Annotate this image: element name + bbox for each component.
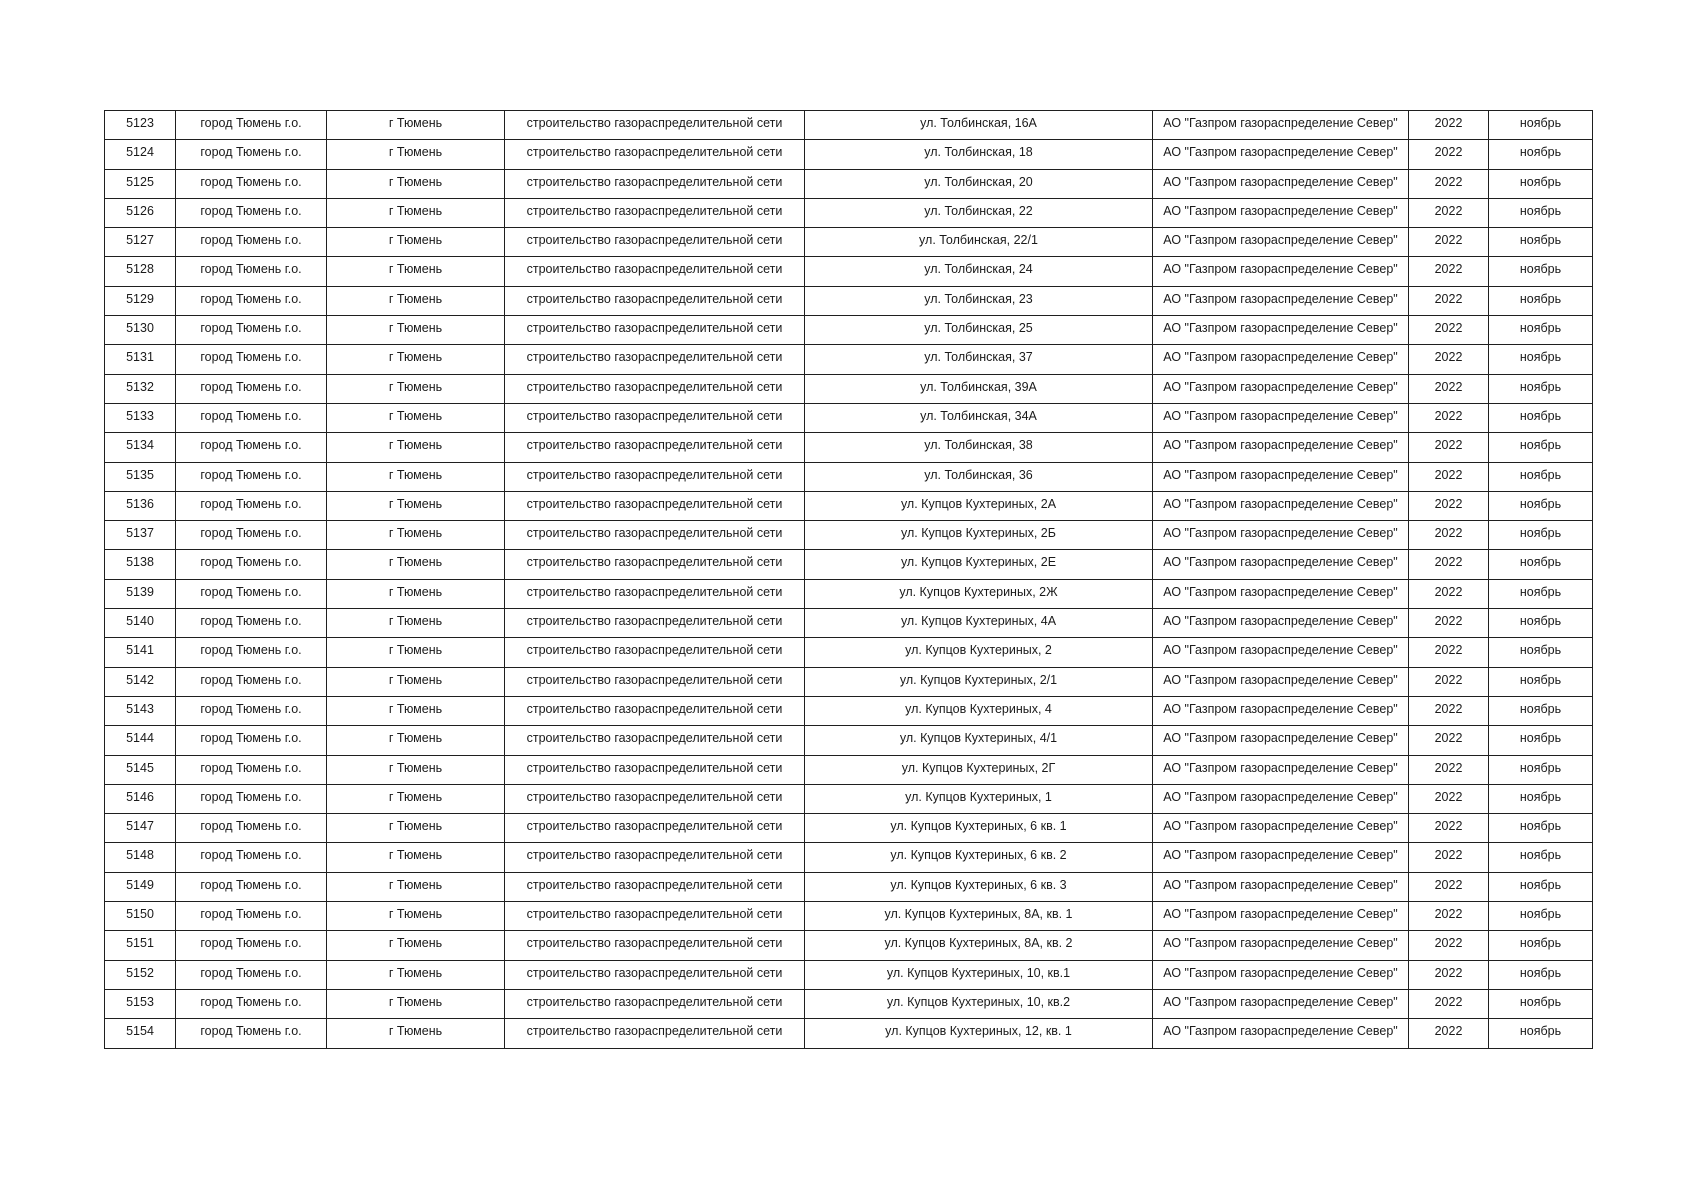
organization-cell: АО "Газпром газораспределение Север" [1153, 814, 1409, 843]
district-cell: город Тюмень г.о. [176, 169, 327, 198]
work-type-cell: строительство газораспределительной сети [505, 403, 805, 432]
table-row [105, 843, 1593, 872]
month-cell: ноябрь [1489, 989, 1593, 1018]
year-cell: 2022 [1409, 111, 1489, 140]
address-cell: ул. Купцов Кухтериных, 2 [805, 638, 1153, 667]
month-cell: ноябрь [1489, 696, 1593, 725]
locality-cell: г Тюмень [327, 111, 505, 140]
month-cell: ноябрь [1489, 169, 1593, 198]
locality-cell: г Тюмень [327, 814, 505, 843]
address-cell: ул. Купцов Кухтериных, 4/1 [805, 726, 1153, 755]
organization-cell: АО "Газпром газораспределение Север" [1153, 403, 1409, 432]
address-cell: ул. Купцов Кухтериных, 8А, кв. 2 [805, 931, 1153, 960]
work-type-cell: строительство газораспределительной сети [505, 521, 805, 550]
address-cell: ул. Купцов Кухтериных, 2/1 [805, 667, 1153, 696]
row-number-cell: 5149 [105, 872, 176, 901]
year-cell: 2022 [1409, 931, 1489, 960]
work-type-cell: строительство газораспределительной сети [505, 257, 805, 286]
month-cell: ноябрь [1489, 462, 1593, 491]
month-cell: ноябрь [1489, 638, 1593, 667]
work-type-cell: строительство газораспределительной сети [505, 345, 805, 374]
locality-cell: г Тюмень [327, 784, 505, 813]
table-row [105, 550, 1593, 579]
organization-cell: АО "Газпром газораспределение Север" [1153, 609, 1409, 638]
district-cell: город Тюмень г.о. [176, 521, 327, 550]
district-cell: город Тюмень г.о. [176, 960, 327, 989]
organization-cell: АО "Газпром газораспределение Север" [1153, 374, 1409, 403]
year-cell: 2022 [1409, 433, 1489, 462]
table-row [105, 579, 1593, 608]
month-cell: ноябрь [1489, 198, 1593, 227]
locality-cell: г Тюмень [327, 345, 505, 374]
year-cell: 2022 [1409, 521, 1489, 550]
organization-cell: АО "Газпром газораспределение Север" [1153, 755, 1409, 784]
month-cell: ноябрь [1489, 579, 1593, 608]
table-row [105, 433, 1593, 462]
organization-cell: АО "Газпром газораспределение Север" [1153, 667, 1409, 696]
district-cell: город Тюмень г.о. [176, 1019, 327, 1048]
district-cell: город Тюмень г.о. [176, 550, 327, 579]
district-cell: город Тюмень г.о. [176, 579, 327, 608]
month-cell: ноябрь [1489, 1019, 1593, 1048]
month-cell: ноябрь [1489, 609, 1593, 638]
locality-cell: г Тюмень [327, 931, 505, 960]
month-cell: ноябрь [1489, 902, 1593, 931]
organization-cell: АО "Газпром газораспределение Север" [1153, 638, 1409, 667]
table-row [105, 403, 1593, 432]
address-cell: ул. Толбинская, 20 [805, 169, 1153, 198]
district-cell: город Тюмень г.о. [176, 667, 327, 696]
work-type-cell: строительство газораспределительной сети [505, 902, 805, 931]
row-number-cell: 5137 [105, 521, 176, 550]
address-cell: ул. Купцов Кухтериных, 10, кв.2 [805, 989, 1153, 1018]
work-type-cell: строительство газораспределительной сети [505, 433, 805, 462]
locality-cell: г Тюмень [327, 198, 505, 227]
organization-cell: АО "Газпром газораспределение Север" [1153, 960, 1409, 989]
table-row [105, 345, 1593, 374]
locality-cell: г Тюмень [327, 960, 505, 989]
organization-cell: АО "Газпром газораспределение Север" [1153, 696, 1409, 725]
locality-cell: г Тюмень [327, 140, 505, 169]
month-cell: ноябрь [1489, 872, 1593, 901]
row-number-cell: 5130 [105, 316, 176, 345]
organization-cell: АО "Газпром газораспределение Север" [1153, 1019, 1409, 1048]
row-number-cell: 5131 [105, 345, 176, 374]
year-cell: 2022 [1409, 667, 1489, 696]
organization-cell: АО "Газпром газораспределение Север" [1153, 843, 1409, 872]
organization-cell: АО "Газпром газораспределение Север" [1153, 169, 1409, 198]
organization-cell: АО "Газпром газораспределение Север" [1153, 491, 1409, 520]
table-row [105, 491, 1593, 520]
district-cell: город Тюмень г.о. [176, 814, 327, 843]
district-cell: город Тюмень г.о. [176, 755, 327, 784]
year-cell: 2022 [1409, 1019, 1489, 1048]
work-type-cell: строительство газораспределительной сети [505, 550, 805, 579]
address-cell: ул. Толбинская, 18 [805, 140, 1153, 169]
month-cell: ноябрь [1489, 726, 1593, 755]
month-cell: ноябрь [1489, 286, 1593, 315]
table-row [105, 931, 1593, 960]
organization-cell: АО "Газпром газораспределение Север" [1153, 872, 1409, 901]
address-cell: ул. Купцов Кухтериных, 2Е [805, 550, 1153, 579]
table-row [105, 286, 1593, 315]
work-type-cell: строительство газораспределительной сети [505, 316, 805, 345]
year-cell: 2022 [1409, 902, 1489, 931]
row-number-cell: 5134 [105, 433, 176, 462]
table-row [105, 521, 1593, 550]
organization-cell: АО "Газпром газораспределение Север" [1153, 462, 1409, 491]
month-cell: ноябрь [1489, 550, 1593, 579]
month-cell: ноябрь [1489, 374, 1593, 403]
locality-cell: г Тюмень [327, 579, 505, 608]
month-cell: ноябрь [1489, 667, 1593, 696]
table-row [105, 140, 1593, 169]
year-cell: 2022 [1409, 462, 1489, 491]
row-number-cell: 5146 [105, 784, 176, 813]
work-type-cell: строительство газораспределительной сети [505, 931, 805, 960]
table-row [105, 228, 1593, 257]
address-cell: ул. Толбинская, 23 [805, 286, 1153, 315]
address-cell: ул. Толбинская, 36 [805, 462, 1153, 491]
work-type-cell: строительство газораспределительной сети [505, 228, 805, 257]
year-cell: 2022 [1409, 784, 1489, 813]
year-cell: 2022 [1409, 228, 1489, 257]
year-cell: 2022 [1409, 872, 1489, 901]
work-type-cell: строительство газораспределительной сети [505, 111, 805, 140]
row-number-cell: 5153 [105, 989, 176, 1018]
address-cell: ул. Купцов Кухтериных, 1 [805, 784, 1153, 813]
row-number-cell: 5126 [105, 198, 176, 227]
row-number-cell: 5142 [105, 667, 176, 696]
district-cell: город Тюмень г.о. [176, 228, 327, 257]
year-cell: 2022 [1409, 198, 1489, 227]
locality-cell: г Тюмень [327, 228, 505, 257]
locality-cell: г Тюмень [327, 726, 505, 755]
work-type-cell: строительство газораспределительной сети [505, 579, 805, 608]
organization-cell: АО "Газпром газораспределение Север" [1153, 902, 1409, 931]
district-cell: город Тюмень г.о. [176, 609, 327, 638]
locality-cell: г Тюмень [327, 316, 505, 345]
year-cell: 2022 [1409, 374, 1489, 403]
locality-cell: г Тюмень [327, 609, 505, 638]
month-cell: ноябрь [1489, 316, 1593, 345]
row-number-cell: 5133 [105, 403, 176, 432]
year-cell: 2022 [1409, 257, 1489, 286]
organization-cell: АО "Газпром газораспределение Север" [1153, 316, 1409, 345]
year-cell: 2022 [1409, 491, 1489, 520]
district-cell: город Тюмень г.о. [176, 902, 327, 931]
row-number-cell: 5140 [105, 609, 176, 638]
address-cell: ул. Купцов Кухтериных, 6 кв. 3 [805, 872, 1153, 901]
work-type-cell: строительство газораспределительной сети [505, 726, 805, 755]
address-cell: ул. Толбинская, 25 [805, 316, 1153, 345]
locality-cell: г Тюмень [327, 169, 505, 198]
work-type-cell: строительство газораспределительной сети [505, 755, 805, 784]
work-type-cell: строительство газораспределительной сети [505, 667, 805, 696]
address-cell: ул. Купцов Кухтериных, 2Б [805, 521, 1153, 550]
table-row [105, 462, 1593, 491]
gas-network-table [104, 110, 1593, 1049]
organization-cell: АО "Газпром газораспределение Север" [1153, 550, 1409, 579]
work-type-cell: строительство газораспределительной сети [505, 843, 805, 872]
row-number-cell: 5141 [105, 638, 176, 667]
district-cell: город Тюмень г.о. [176, 989, 327, 1018]
work-type-cell: строительство газораспределительной сети [505, 960, 805, 989]
table-row [105, 784, 1593, 813]
locality-cell: г Тюмень [327, 989, 505, 1018]
work-type-cell: строительство газораспределительной сети [505, 814, 805, 843]
work-type-cell: строительство газораспределительной сети [505, 784, 805, 813]
address-cell: ул. Толбинская, 22/1 [805, 228, 1153, 257]
row-number-cell: 5139 [105, 579, 176, 608]
organization-cell: АО "Газпром газораспределение Север" [1153, 198, 1409, 227]
work-type-cell: строительство газораспределительной сети [505, 462, 805, 491]
year-cell: 2022 [1409, 960, 1489, 989]
address-cell: ул. Толбинская, 38 [805, 433, 1153, 462]
organization-cell: АО "Газпром газораспределение Север" [1153, 228, 1409, 257]
locality-cell: г Тюмень [327, 1019, 505, 1048]
table-row [105, 638, 1593, 667]
month-cell: ноябрь [1489, 140, 1593, 169]
locality-cell: г Тюмень [327, 257, 505, 286]
year-cell: 2022 [1409, 989, 1489, 1018]
locality-cell: г Тюмень [327, 638, 505, 667]
month-cell: ноябрь [1489, 228, 1593, 257]
locality-cell: г Тюмень [327, 521, 505, 550]
table-row [105, 726, 1593, 755]
work-type-cell: строительство газораспределительной сети [505, 169, 805, 198]
locality-cell: г Тюмень [327, 374, 505, 403]
locality-cell: г Тюмень [327, 462, 505, 491]
row-number-cell: 5150 [105, 902, 176, 931]
locality-cell: г Тюмень [327, 403, 505, 432]
table-row [105, 814, 1593, 843]
year-cell: 2022 [1409, 579, 1489, 608]
work-type-cell: строительство газораспределительной сети [505, 989, 805, 1018]
table-row [105, 316, 1593, 345]
work-type-cell: строительство газораспределительной сети [505, 872, 805, 901]
district-cell: город Тюмень г.о. [176, 433, 327, 462]
locality-cell: г Тюмень [327, 902, 505, 931]
row-number-cell: 5129 [105, 286, 176, 315]
table-row [105, 1019, 1593, 1048]
district-cell: город Тюмень г.о. [176, 257, 327, 286]
year-cell: 2022 [1409, 814, 1489, 843]
locality-cell: г Тюмень [327, 755, 505, 784]
organization-cell: АО "Газпром газораспределение Север" [1153, 989, 1409, 1018]
locality-cell: г Тюмень [327, 286, 505, 315]
row-number-cell: 5143 [105, 696, 176, 725]
address-cell: ул. Купцов Кухтериных, 6 кв. 1 [805, 814, 1153, 843]
work-type-cell: строительство газораспределительной сети [505, 609, 805, 638]
year-cell: 2022 [1409, 726, 1489, 755]
row-number-cell: 5151 [105, 931, 176, 960]
table-row [105, 872, 1593, 901]
table-row [105, 198, 1593, 227]
month-cell: ноябрь [1489, 931, 1593, 960]
locality-cell: г Тюмень [327, 550, 505, 579]
district-cell: город Тюмень г.о. [176, 843, 327, 872]
month-cell: ноябрь [1489, 755, 1593, 784]
table-row [105, 755, 1593, 784]
locality-cell: г Тюмень [327, 667, 505, 696]
address-cell: ул. Толбинская, 16А [805, 111, 1153, 140]
address-cell: ул. Купцов Кухтериных, 2Ж [805, 579, 1153, 608]
address-cell: ул. Купцов Кухтериных, 10, кв.1 [805, 960, 1153, 989]
work-type-cell: строительство газораспределительной сети [505, 140, 805, 169]
month-cell: ноябрь [1489, 491, 1593, 520]
year-cell: 2022 [1409, 140, 1489, 169]
district-cell: город Тюмень г.о. [176, 638, 327, 667]
organization-cell: АО "Газпром газораспределение Север" [1153, 521, 1409, 550]
table-row [105, 989, 1593, 1018]
work-type-cell: строительство газораспределительной сети [505, 491, 805, 520]
row-number-cell: 5154 [105, 1019, 176, 1048]
district-cell: город Тюмень г.о. [176, 403, 327, 432]
table-row [105, 667, 1593, 696]
month-cell: ноябрь [1489, 521, 1593, 550]
row-number-cell: 5144 [105, 726, 176, 755]
work-type-cell: строительство газораспределительной сети [505, 638, 805, 667]
year-cell: 2022 [1409, 286, 1489, 315]
district-cell: город Тюмень г.о. [176, 696, 327, 725]
district-cell: город Тюмень г.о. [176, 784, 327, 813]
table-row [105, 960, 1593, 989]
row-number-cell: 5152 [105, 960, 176, 989]
row-number-cell: 5123 [105, 111, 176, 140]
district-cell: город Тюмень г.о. [176, 726, 327, 755]
table-row [105, 257, 1593, 286]
year-cell: 2022 [1409, 609, 1489, 638]
address-cell: ул. Купцов Кухтериных, 2Г [805, 755, 1153, 784]
year-cell: 2022 [1409, 550, 1489, 579]
address-cell: ул. Толбинская, 37 [805, 345, 1153, 374]
organization-cell: АО "Газпром газораспределение Север" [1153, 433, 1409, 462]
address-cell: ул. Купцов Кухтериных, 6 кв. 2 [805, 843, 1153, 872]
month-cell: ноябрь [1489, 784, 1593, 813]
organization-cell: АО "Газпром газораспределение Север" [1153, 345, 1409, 374]
locality-cell: г Тюмень [327, 696, 505, 725]
table-body [105, 111, 1593, 1049]
month-cell: ноябрь [1489, 403, 1593, 432]
district-cell: город Тюмень г.о. [176, 316, 327, 345]
table-row [105, 374, 1593, 403]
locality-cell: г Тюмень [327, 433, 505, 462]
table-row [105, 111, 1593, 140]
work-type-cell: строительство газораспределительной сети [505, 696, 805, 725]
month-cell: ноябрь [1489, 433, 1593, 462]
table-row [105, 696, 1593, 725]
row-number-cell: 5136 [105, 491, 176, 520]
month-cell: ноябрь [1489, 257, 1593, 286]
locality-cell: г Тюмень [327, 491, 505, 520]
district-cell: город Тюмень г.о. [176, 462, 327, 491]
address-cell: ул. Толбинская, 24 [805, 257, 1153, 286]
address-cell: ул. Толбинская, 22 [805, 198, 1153, 227]
year-cell: 2022 [1409, 169, 1489, 198]
month-cell: ноябрь [1489, 960, 1593, 989]
row-number-cell: 5127 [105, 228, 176, 257]
month-cell: ноябрь [1489, 843, 1593, 872]
address-cell: ул. Купцов Кухтериных, 8А, кв. 1 [805, 902, 1153, 931]
organization-cell: АО "Газпром газораспределение Север" [1153, 111, 1409, 140]
address-cell: ул. Купцов Кухтериных, 4А [805, 609, 1153, 638]
work-type-cell: строительство газораспределительной сети [505, 1019, 805, 1048]
month-cell: ноябрь [1489, 111, 1593, 140]
year-cell: 2022 [1409, 843, 1489, 872]
year-cell: 2022 [1409, 638, 1489, 667]
address-cell: ул. Толбинская, 39А [805, 374, 1153, 403]
month-cell: ноябрь [1489, 814, 1593, 843]
table-row [105, 609, 1593, 638]
address-cell: ул. Толбинская, 34А [805, 403, 1153, 432]
district-cell: город Тюмень г.о. [176, 374, 327, 403]
district-cell: город Тюмень г.о. [176, 198, 327, 227]
month-cell: ноябрь [1489, 345, 1593, 374]
row-number-cell: 5125 [105, 169, 176, 198]
organization-cell: АО "Газпром газораспределение Север" [1153, 784, 1409, 813]
organization-cell: АО "Газпром газораспределение Север" [1153, 726, 1409, 755]
district-cell: город Тюмень г.о. [176, 872, 327, 901]
address-cell: ул. Купцов Кухтериных, 4 [805, 696, 1153, 725]
work-type-cell: строительство газораспределительной сети [505, 374, 805, 403]
district-cell: город Тюмень г.о. [176, 286, 327, 315]
year-cell: 2022 [1409, 345, 1489, 374]
row-number-cell: 5128 [105, 257, 176, 286]
table-row [105, 902, 1593, 931]
organization-cell: АО "Газпром газораспределение Север" [1153, 931, 1409, 960]
organization-cell: АО "Газпром газораспределение Север" [1153, 579, 1409, 608]
organization-cell: АО "Газпром газораспределение Север" [1153, 257, 1409, 286]
row-number-cell: 5138 [105, 550, 176, 579]
row-number-cell: 5132 [105, 374, 176, 403]
address-cell: ул. Купцов Кухтериных, 12, кв. 1 [805, 1019, 1153, 1048]
organization-cell: АО "Газпром газораспределение Север" [1153, 140, 1409, 169]
row-number-cell: 5145 [105, 755, 176, 784]
locality-cell: г Тюмень [327, 843, 505, 872]
locality-cell: г Тюмень [327, 872, 505, 901]
row-number-cell: 5148 [105, 843, 176, 872]
year-cell: 2022 [1409, 403, 1489, 432]
district-cell: город Тюмень г.о. [176, 111, 327, 140]
district-cell: город Тюмень г.о. [176, 345, 327, 374]
row-number-cell: 5135 [105, 462, 176, 491]
row-number-cell: 5147 [105, 814, 176, 843]
year-cell: 2022 [1409, 316, 1489, 345]
district-cell: город Тюмень г.о. [176, 140, 327, 169]
row-number-cell: 5124 [105, 140, 176, 169]
year-cell: 2022 [1409, 696, 1489, 725]
work-type-cell: строительство газораспределительной сети [505, 286, 805, 315]
year-cell: 2022 [1409, 755, 1489, 784]
district-cell: город Тюмень г.о. [176, 491, 327, 520]
table-row [105, 169, 1593, 198]
address-cell: ул. Купцов Кухтериных, 2А [805, 491, 1153, 520]
work-type-cell: строительство газораспределительной сети [505, 198, 805, 227]
organization-cell: АО "Газпром газораспределение Север" [1153, 286, 1409, 315]
district-cell: город Тюмень г.о. [176, 931, 327, 960]
